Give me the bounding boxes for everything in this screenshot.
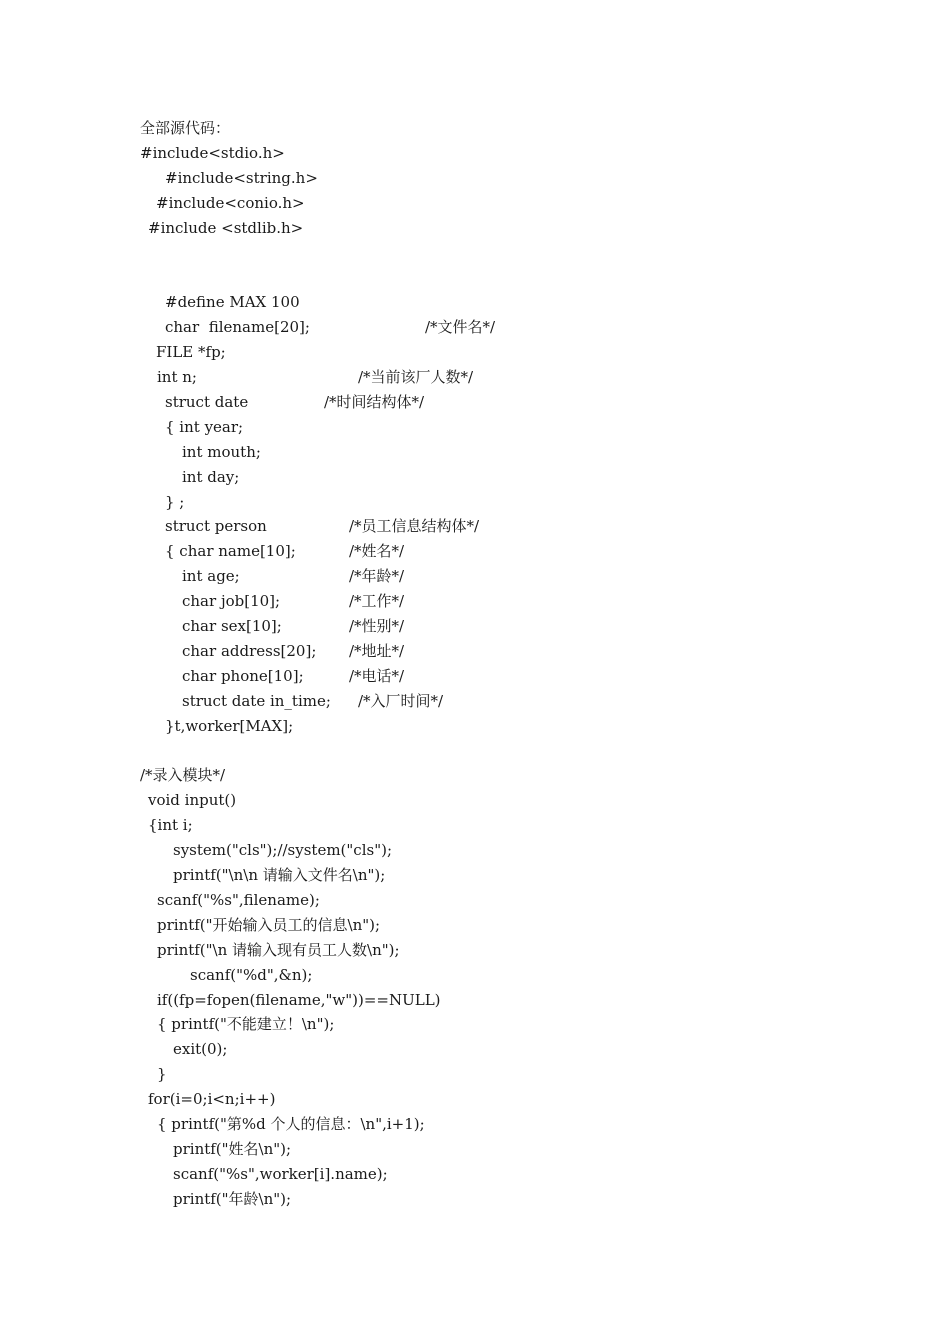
code-line: }t,worker[MAX]; xyxy=(165,716,294,735)
code-line: struct date xyxy=(165,392,249,411)
code-line: {int i; xyxy=(148,816,193,835)
code-line: { printf("不能建立！\n"); xyxy=(157,1015,335,1034)
code-line: scanf("%s",filename); xyxy=(157,890,320,909)
code-line: if((fp=fopen(filename,"w"))==NULL) xyxy=(157,990,441,1009)
code-line: int mouth; xyxy=(182,442,261,461)
code-line: for(i=0;i<n;i++) xyxy=(148,1090,276,1109)
code-line: printf("\n 请输入现有员工人数\n"); xyxy=(157,940,400,959)
code-line: { int year; xyxy=(165,417,244,436)
code-line: printf("姓名\n"); xyxy=(173,1139,292,1158)
section-heading: 全部源代码： xyxy=(140,119,231,137)
code-line: void input() xyxy=(148,791,237,810)
code-line: char address[20]; xyxy=(182,641,317,660)
code-line: struct person xyxy=(165,517,267,536)
code-line: #include <stdlib.h> xyxy=(148,218,304,237)
code-line: #define MAX 100 xyxy=(165,293,300,312)
code-line: int n; xyxy=(157,368,197,386)
code-line: char filename[20]; xyxy=(165,318,310,337)
code-line: FILE *fp; xyxy=(156,343,226,362)
code-line: } ; xyxy=(165,492,185,511)
code-line: #include<stdio.h> xyxy=(140,143,285,162)
code-line: { printf("第%d 个人的信息：\n",i+1); xyxy=(157,1115,425,1133)
code-comment: /*姓名*/ xyxy=(349,542,405,561)
code-line: printf("年龄\n"); xyxy=(173,1189,292,1208)
code-line: printf("\n\n 请输入文件名\n"); xyxy=(173,866,386,884)
section-comment: /*录入模块*/ xyxy=(140,766,226,785)
code-line: #include<conio.h> xyxy=(156,193,305,212)
code-line: int day; xyxy=(182,467,240,486)
code-line: exit(0); xyxy=(173,1040,228,1059)
code-comment: /*性别*/ xyxy=(349,617,405,635)
code-line: printf("开始输入员工的信息\n"); xyxy=(157,915,381,934)
code-line: { char name[10]; xyxy=(165,542,296,561)
code-comment: /*时间结构体*/ xyxy=(324,392,425,411)
code-comment: /*员工信息结构体*/ xyxy=(349,517,480,536)
code-comment: /*地址*/ xyxy=(349,641,405,660)
code-line: char phone[10]; xyxy=(182,666,304,685)
code-line: struct date in_time; xyxy=(182,691,331,710)
code-line: scanf("%d",&n); xyxy=(190,965,313,984)
code-line: system("cls");//system("cls"); xyxy=(173,841,393,860)
code-comment: /*文件名*/ xyxy=(425,318,496,337)
code-comment: /*入厂时间*/ xyxy=(358,691,444,710)
code-comment: /*年龄*/ xyxy=(349,567,405,586)
code-line: } xyxy=(157,1065,167,1084)
code-line: #include<string.h> xyxy=(165,168,318,187)
code-line: char job[10]; xyxy=(182,592,281,611)
code-comment: /*电话*/ xyxy=(349,666,405,685)
code-line: char sex[10]; xyxy=(182,617,282,635)
code-line: scanf("%s",worker[i].name); xyxy=(173,1164,388,1183)
code-comment: /*当前该厂人数*/ xyxy=(358,368,474,386)
code-comment: /*工作*/ xyxy=(349,592,405,611)
code-line: int age; xyxy=(182,567,240,586)
